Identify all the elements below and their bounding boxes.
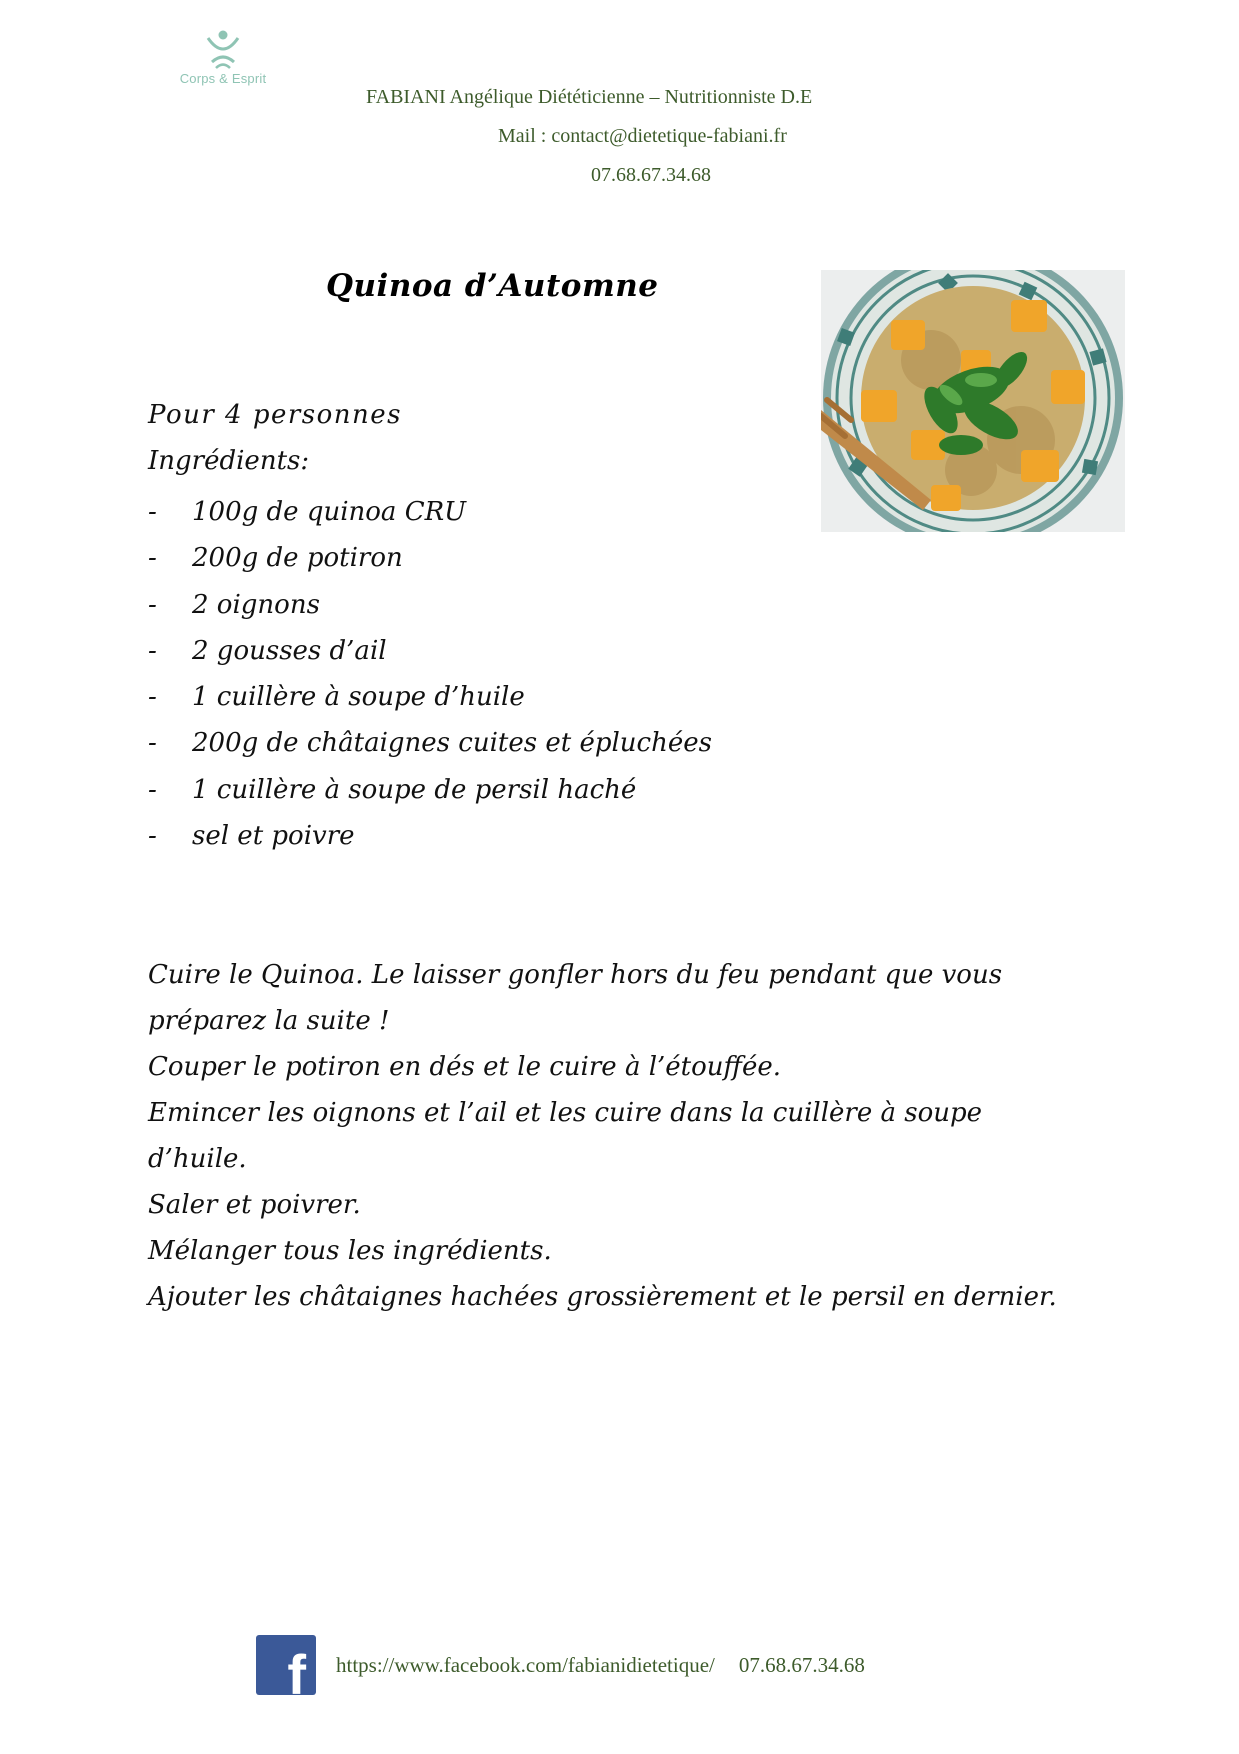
servings: Pour 4 personnes	[148, 400, 403, 430]
logo-text: Corps & Esprit	[179, 71, 267, 86]
bullet-dash: -	[148, 821, 157, 852]
list-item	[148, 770, 712, 816]
ingredient-text: 2 gousses d’ail	[192, 635, 387, 666]
quinoa-dish-image	[821, 270, 1125, 532]
recipe-photo	[821, 270, 1125, 532]
ingredients-list	[148, 492, 712, 862]
preparation-steps	[148, 952, 1088, 1320]
list-item	[148, 677, 712, 723]
bullet-dash: -	[148, 497, 157, 527]
bullet-dash: -	[148, 543, 157, 574]
footer-phone: 07.68.67.34.68	[738, 1652, 865, 1677]
ingredient-text: sel et poivre	[192, 821, 355, 852]
step-text: Mélanger tous les ingrédients.	[148, 1236, 552, 1266]
logo-figure-icon	[200, 28, 246, 70]
list-item	[148, 585, 712, 631]
logo	[175, 28, 271, 94]
step-text: Cuire le Quinoa. Le laisser gonfler hors du feu pendant que vous préparez la suite !	[148, 960, 1003, 1036]
step-text: Couper le potiron en dés et le cuire à l’étouffée.	[148, 1052, 781, 1082]
ingredient-text: 200g de châtaignes cuites et épluchées	[192, 728, 712, 759]
ingredient-text: 1 cuillère à soupe de persil haché	[192, 774, 637, 805]
footer	[256, 1635, 865, 1706]
facebook-link[interactable]: https://www.facebook.com/fabianidietetique/	[336, 1652, 715, 1677]
bullet-dash: -	[148, 589, 157, 620]
ingredient-text: 1 cuillère à soupe d’huile	[192, 682, 525, 713]
step-text: Emincer les oignons et l’ail et les cuire dans la cuillère à soupe d’huile.	[148, 1098, 983, 1174]
ingredient-text: 100g de quinoa CRU	[192, 497, 467, 527]
header-name: FABIANI Angélique Diététicienne – Nutritionniste D.E	[366, 86, 813, 108]
ingredients-label: Ingrédients:	[148, 446, 310, 476]
facebook-icon[interactable]: f	[256, 1635, 316, 1695]
header-mail: Mail : contact@dietetique-fabiani.fr	[498, 125, 787, 147]
header-phone: 07.68.67.34.68	[591, 164, 711, 186]
list-item	[148, 816, 712, 862]
step-text: Saler et poivrer.	[148, 1190, 361, 1220]
ingredient-text: 200g de potiron	[192, 543, 403, 574]
list-item	[148, 631, 712, 677]
list-item	[148, 492, 712, 538]
bullet-dash: -	[148, 728, 157, 759]
ingredient-text: 2 oignons	[192, 589, 320, 620]
bullet-dash: -	[148, 682, 157, 713]
step-text: Ajouter les châtaignes hachées grossièrement et le persil en dernier.	[148, 1282, 1057, 1312]
list-item	[148, 538, 712, 584]
list-item	[148, 723, 712, 769]
recipe-title: Quinoa d’Automne	[326, 268, 659, 304]
bullet-dash: -	[148, 635, 157, 666]
bullet-dash: -	[148, 774, 157, 805]
